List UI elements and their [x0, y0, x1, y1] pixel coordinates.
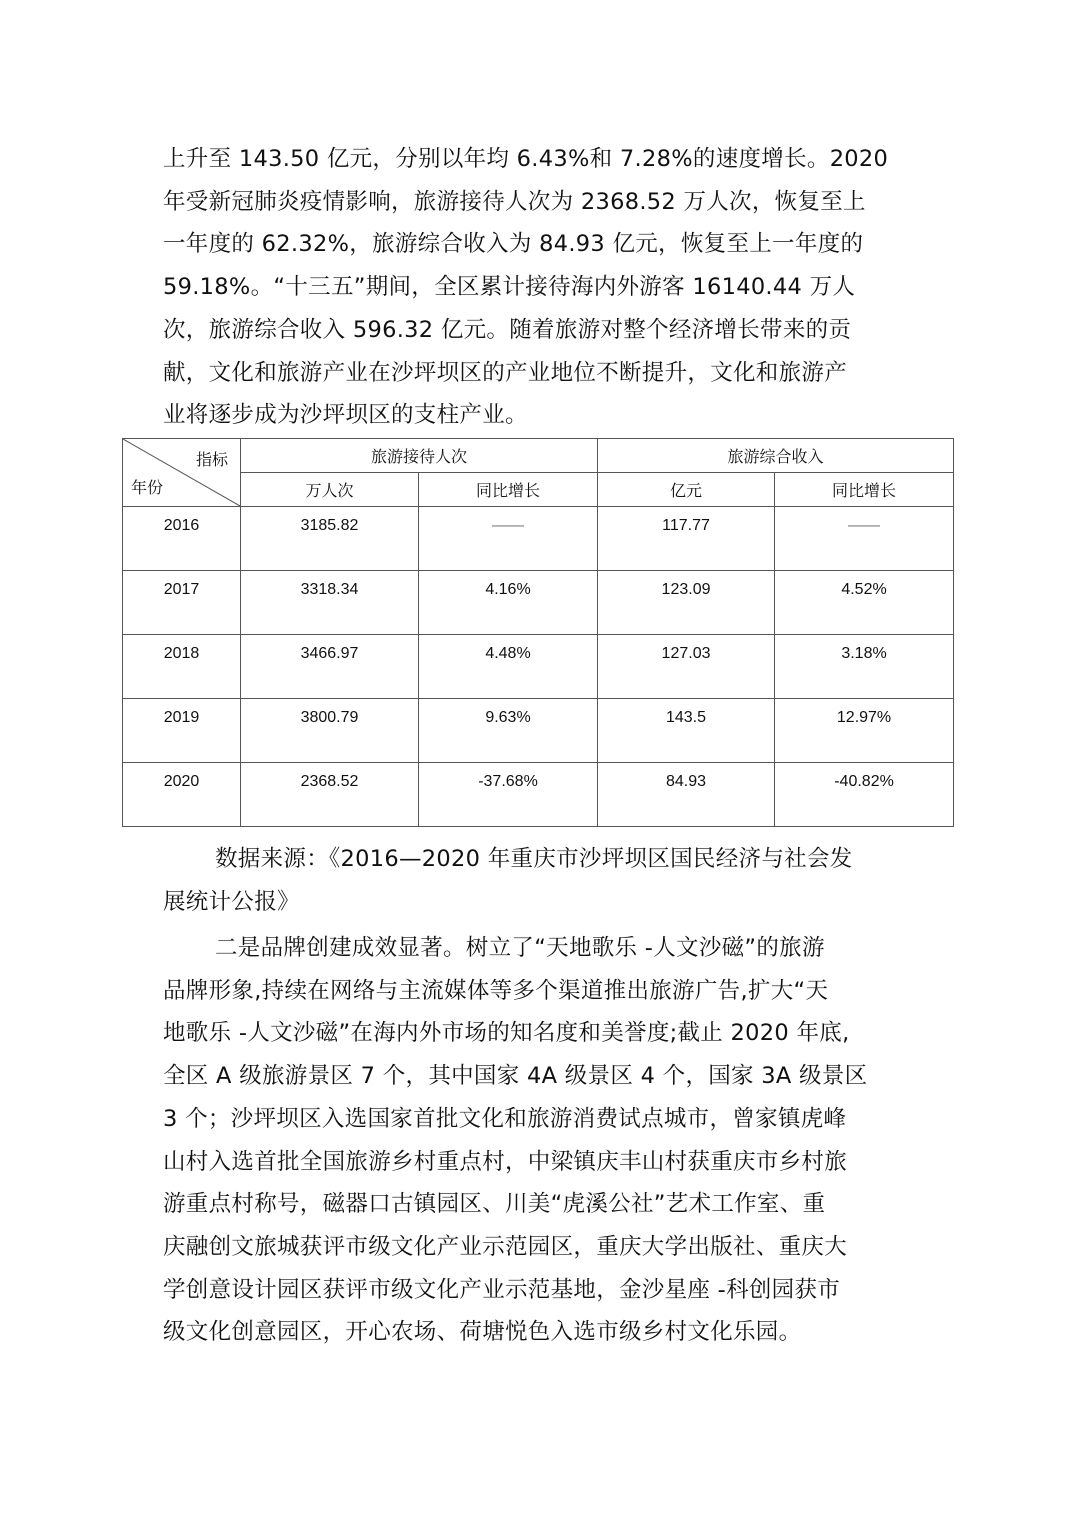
- cell-visitors-growth: 4.16%: [419, 571, 598, 635]
- subheader-revenue-growth: 同比增长: [775, 473, 954, 507]
- table-subheader-row: [123, 473, 954, 507]
- text-line: 年受新冠肺炎疫情影响，旅游接待人次为 2368.52 万人次，恢复至上: [163, 188, 866, 215]
- table-row: [123, 571, 954, 635]
- corner-indicator-label: 指标: [195, 450, 228, 469]
- cell-revenue-growth: 4.52%: [775, 571, 954, 635]
- text-line: 数据来源：《2016—2020 年重庆市沙坪坝区国民经济与社会发: [215, 846, 853, 872]
- tourism-statistics-table: [122, 438, 954, 827]
- text-line: 庆融创文旅城获评市级文化产业示范园区，重庆大学出版社、重庆大: [163, 1233, 848, 1260]
- cell-visitors: 3185.82: [241, 507, 419, 571]
- cell-visitors: 3318.34: [241, 571, 419, 635]
- text-line: 上升至 143.50 亿元，分别以年均 6.43%和 7.28%的速度增长。2020: [163, 146, 889, 172]
- text-line: 3 个；沙坪坝区入选国家首批文化和旅游消费试点城市，曾家镇虎峰: [163, 1105, 847, 1132]
- table-row: [123, 635, 954, 699]
- corner-year-label: 年份: [131, 478, 164, 497]
- text-line: 展统计公报》: [163, 888, 300, 915]
- cell-visitors-growth: 4.48%: [419, 635, 598, 699]
- text-line: 59.18%。“十三五”期间，全区累计接待海内外游客 16140.44 万人: [163, 274, 856, 301]
- text-line: 学创意设计园区获评市级文化产业示范基地，金沙星座 -科创园获市: [163, 1276, 841, 1303]
- text-line: 献，文化和旅游产业在沙坪坝区的产业地位不断提升，文化和旅游产: [163, 359, 848, 386]
- cell-visitors: 3800.79: [241, 699, 419, 763]
- cell-revenue: 143.5: [598, 699, 775, 763]
- text-line: 一年度的 62.32%，旅游综合收入为 84.93 亿元，恢复至上一年度的: [163, 231, 864, 258]
- cell-year: 2017: [123, 571, 241, 635]
- text-line: 二是品牌创建成效显著。树立了“天地歌乐 -人文沙磁”的旅游: [215, 935, 825, 961]
- cell-revenue: 123.09: [598, 571, 775, 635]
- table-corner-cell: [123, 439, 241, 507]
- header-visitors: 旅游接待人次: [241, 439, 598, 473]
- paragraph-brand-building: [163, 927, 913, 1354]
- text-line: 地歌乐 -人文沙磁”在海内外市场的知名度和美誉度;截止 2020 年底,: [163, 1020, 850, 1047]
- table-header-row: [123, 439, 954, 473]
- text-line: 品牌形象,持续在网络与主流媒体等多个渠道推出旅游广告,扩大“天: [163, 977, 829, 1004]
- table-row: [123, 763, 954, 827]
- cell-revenue-growth: -40.82%: [775, 763, 954, 827]
- cell-year: 2019: [123, 699, 241, 763]
- text-line: 山村入选首批全国旅游乡村重点村，中梁镇庆丰山村获重庆市乡村旅: [163, 1148, 848, 1175]
- cell-visitors-growth: -37.68%: [419, 763, 598, 827]
- subheader-visitors-growth: 同比增长: [419, 473, 598, 507]
- cell-revenue-growth: 12.97%: [775, 699, 954, 763]
- cell-year: 2016: [123, 507, 241, 571]
- text-line: 全区 A 级旅游景区 7 个，其中国家 4A 级景区 4 个，国家 3A 级景区: [163, 1063, 868, 1090]
- cell-visitors-growth: ——: [419, 507, 598, 571]
- data-source-note: [163, 838, 913, 923]
- subheader-visitors-unit: 万人次: [241, 473, 419, 507]
- cell-year: 2018: [123, 635, 241, 699]
- text-line: 游重点村称号，磁器口古镇园区、川美“虎溪公社”艺术工作室、重: [163, 1191, 826, 1218]
- cell-revenue: 127.03: [598, 635, 775, 699]
- subheader-revenue-unit: 亿元: [598, 473, 775, 507]
- table-row: [123, 507, 954, 571]
- cell-revenue: 117.77: [598, 507, 775, 571]
- text-line: 业将逐步成为沙坪坝区的支柱产业。: [163, 402, 528, 429]
- header-revenue: 旅游综合收入: [598, 439, 954, 473]
- text-line: 级文化创意园区，开心农场、荷塘悦色入选市级乡村文化乐园。: [163, 1319, 802, 1346]
- cell-year: 2020: [123, 763, 241, 827]
- text-line: 次，旅游综合收入 596.32 亿元。随着旅游对整个经济增长带来的贡: [163, 316, 852, 343]
- cell-revenue-growth: 3.18%: [775, 635, 954, 699]
- cell-revenue: 84.93: [598, 763, 775, 827]
- table-row: [123, 699, 954, 763]
- cell-visitors: 3466.97: [241, 635, 419, 699]
- cell-revenue-growth: ——: [775, 507, 954, 571]
- cell-visitors-growth: 9.63%: [419, 699, 598, 763]
- paragraph-tourism-growth: [163, 138, 913, 437]
- cell-visitors: 2368.52: [241, 763, 419, 827]
